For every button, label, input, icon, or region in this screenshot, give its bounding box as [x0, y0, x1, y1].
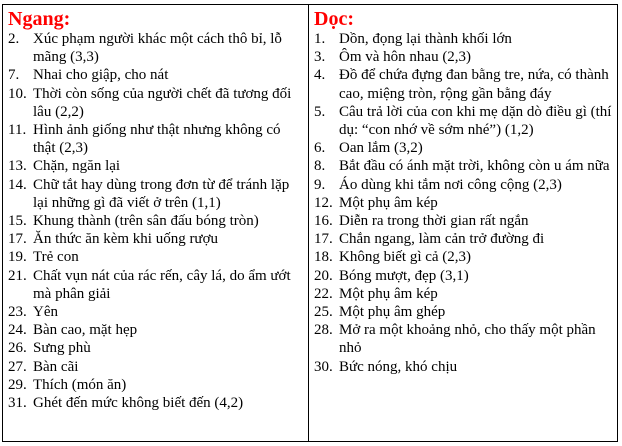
- clue-item: [8, 121, 304, 157]
- clue-number: 7.: [8, 67, 20, 84]
- clue-number: 20.: [314, 267, 333, 284]
- clue-text: Nhai cho giập, cho nát: [33, 67, 169, 84]
- clue-item: [8, 157, 304, 175]
- clue-item: [8, 321, 304, 339]
- clue-item: [8, 212, 304, 230]
- clue-item: [8, 303, 304, 321]
- clue-text: Chặn, ngăn lại: [33, 158, 121, 175]
- clue-number: 27.: [8, 358, 27, 375]
- clue-number: 25.: [314, 304, 333, 321]
- clue-item: [314, 358, 613, 376]
- clue-number: 15.: [8, 213, 27, 230]
- clue-item: [314, 139, 613, 157]
- clue-number: 5.: [314, 103, 326, 120]
- clue-number: 23.: [8, 304, 27, 321]
- clue-number: 6.: [314, 140, 326, 157]
- clue-text: Một phụ âm kép: [339, 285, 438, 302]
- clue-text: Chữ tắt hay dùng trong đơn từ để tránh lặp lại những gì đã viết ở trên (1,1): [33, 176, 290, 211]
- clue-text: Diễn ra trong thời gian rất ngắn: [339, 213, 529, 230]
- clue-number: 12.: [314, 194, 333, 211]
- clue-text: Ôm và hôn nhau (2,3): [339, 49, 472, 66]
- clue-number: 13.: [8, 158, 27, 175]
- clue-number: 30.: [314, 358, 333, 375]
- clue-item: [314, 30, 613, 48]
- clue-number: 26.: [8, 340, 27, 357]
- down-clue-list: [314, 30, 613, 376]
- clue-item: [8, 248, 304, 266]
- clue-item: [314, 303, 613, 321]
- clue-text: Ghét đến mức không biết đến (4,2): [33, 395, 244, 412]
- clue-text: Xúc phạm người khác một cách thô bỉ, lỗ mãng (3,3): [33, 31, 282, 66]
- clue-text: Oan lắm (3,2): [339, 140, 423, 157]
- down-heading: Dọc:: [314, 8, 354, 30]
- clue-number: 3.: [314, 49, 326, 66]
- clue-text: Dồn, đọng lại thành khối lớn: [339, 31, 512, 47]
- clue-text: Bàn cao, mặt hẹp: [33, 322, 138, 339]
- clue-text: Bàn cãi: [33, 358, 79, 375]
- clue-item: [314, 176, 613, 194]
- clue-item: [314, 48, 613, 66]
- clue-item: [314, 157, 613, 175]
- clue-number: 17.: [8, 231, 27, 248]
- clue-number: 29.: [8, 376, 27, 393]
- clue-item: [314, 248, 613, 266]
- clue-text: Một phụ âm kép: [339, 194, 438, 211]
- clue-item: [8, 358, 304, 376]
- clue-text: Trẻ con: [33, 249, 79, 266]
- clue-item: [8, 230, 304, 248]
- clue-text: Ăn thức ăn kèm khi uống rượu: [33, 231, 218, 248]
- clue-number: 31.: [8, 395, 27, 412]
- clue-item: [8, 376, 304, 394]
- clue-item: [314, 194, 613, 212]
- clue-number: 10.: [8, 85, 27, 102]
- clue-text: Câu trả lời của con khi mẹ dặn dò điều gì (thí dụ: “con nhớ về sớm nhé”) (1,2): [339, 103, 612, 139]
- clue-item: [8, 176, 304, 212]
- clue-number: 14.: [8, 176, 27, 193]
- across-clue-list: [8, 30, 304, 412]
- clue-text: Sưng phù: [33, 340, 91, 357]
- clue-text: Không biết gì cả (2,3): [339, 249, 472, 266]
- clue-number: 17.: [314, 231, 333, 248]
- clue-number: 9.: [314, 176, 326, 193]
- clue-number: 16.: [314, 213, 333, 230]
- down-column: [309, 5, 617, 441]
- clue-text: Bóng mượt, đẹp (3,1): [339, 267, 469, 284]
- clue-text: Chất vụn nát của rác rến, cây lá, do ẩm ướt mà phân giải: [33, 267, 291, 302]
- clue-item: [8, 30, 304, 66]
- clue-text: Chắn ngang, làm cản trở đường đi: [339, 231, 545, 248]
- clue-item: [8, 339, 304, 357]
- crossword-clue-table: [2, 4, 618, 442]
- clue-text: Bắt đầu có ánh mặt trời, không còn u ám nữa: [339, 158, 610, 175]
- clue-item: [314, 285, 613, 303]
- clue-number: 19.: [8, 249, 27, 266]
- across-column: [3, 5, 309, 441]
- clue-text: Hình ảnh giống như thật nhưng không có thật (2,3): [33, 122, 281, 157]
- clue-text: Bức nóng, khó chịu: [339, 358, 458, 375]
- clue-number: 2.: [8, 31, 20, 47]
- clue-item: [8, 66, 304, 84]
- clue-number: 21.: [8, 267, 27, 284]
- clue-text: Khung thành (trên sân đấu bóng tròn): [33, 213, 259, 230]
- clue-item: [314, 230, 613, 248]
- clue-text: Áo dùng khi tắm nơi công cộng (2,3): [339, 176, 562, 193]
- clue-text: Thời còn sống của người chết đã tương đối lâu (2,2): [33, 85, 292, 120]
- clue-item: [314, 321, 613, 357]
- clue-number: 1.: [314, 31, 326, 47]
- clue-item: [314, 267, 613, 285]
- clue-text: Một phụ âm ghép: [339, 304, 446, 321]
- clue-number: 28.: [314, 322, 333, 339]
- clue-number: 4.: [314, 67, 326, 84]
- clue-number: 24.: [8, 322, 27, 339]
- across-heading: Ngang:: [8, 8, 71, 30]
- clue-item: [314, 212, 613, 230]
- clue-text: Thích (món ăn): [33, 376, 127, 393]
- clue-item: [314, 103, 613, 139]
- clue-text: Yên: [33, 304, 58, 321]
- clue-number: 18.: [314, 249, 333, 266]
- clue-number: 8.: [314, 158, 326, 175]
- clue-number: 22.: [314, 285, 333, 302]
- clue-text: Mở ra một khoảng nhỏ, cho thấy một phần nhỏ: [339, 322, 596, 357]
- clue-number: 11.: [8, 122, 27, 139]
- clue-item: [8, 394, 304, 412]
- clue-text: Đồ để chứa đựng đan bằng tre, nứa, có thành cao, miệng tròn, rộng gần bằng đáy: [339, 67, 609, 102]
- clue-item: [8, 267, 304, 303]
- clue-item: [8, 85, 304, 121]
- clue-item: [314, 66, 613, 102]
